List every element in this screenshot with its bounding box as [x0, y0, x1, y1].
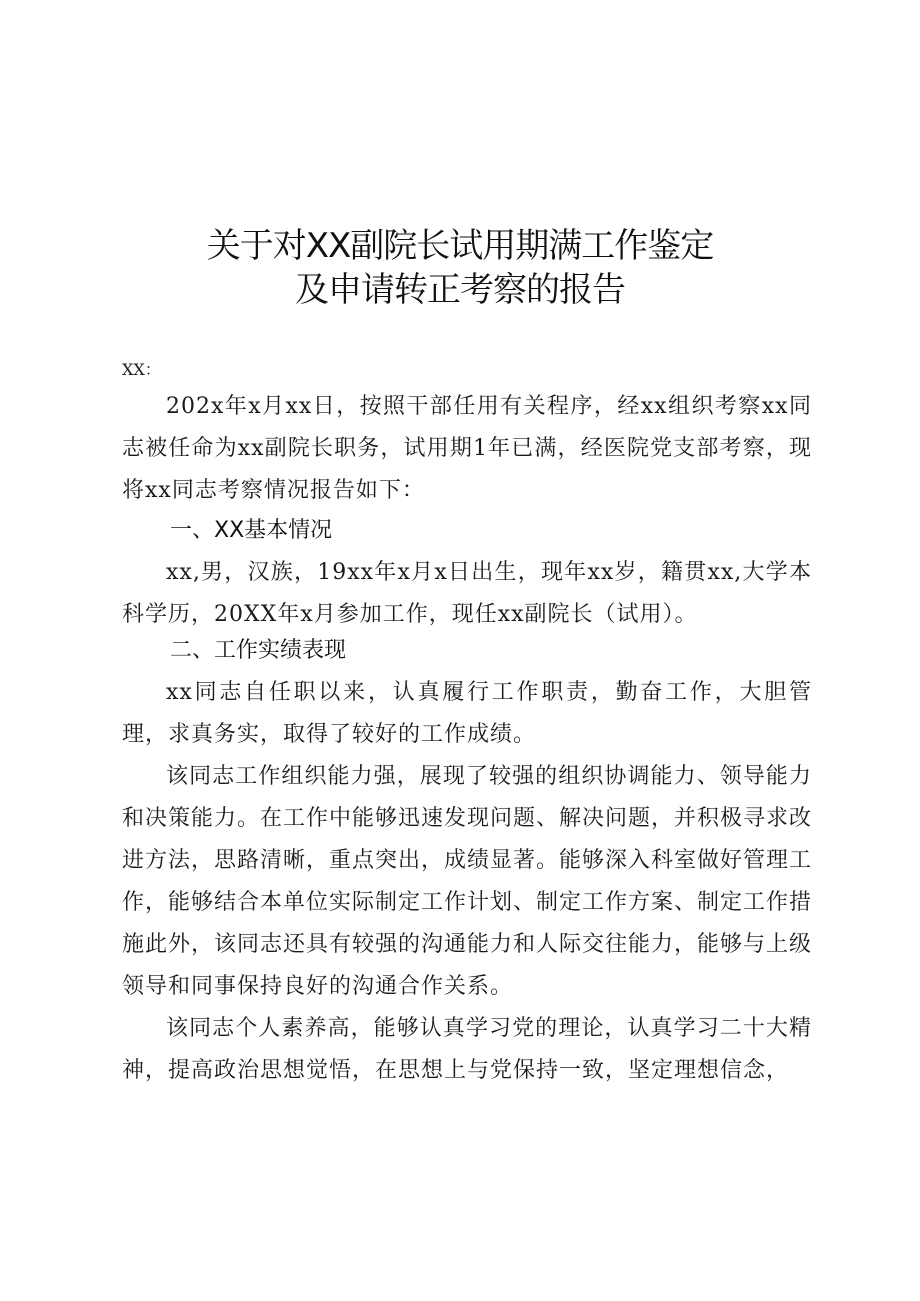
document-title-line-1: 关于对XX副院长试用期满工作鉴定: [206, 226, 714, 266]
section1-heading: 一、XX基本情况: [170, 518, 333, 543]
section2-paragraph1-block: [122, 672, 812, 756]
section2-paragraph-3: 该同志个人素养高，能够认真学习党的理论，认真学习二十大精神，提高政治思想觉悟，在思想上与党保持一致，坚定理想信念，: [122, 1016, 812, 1083]
section2-paragraph-2: 该同志工作组织能力强，展现了较强的组织协调能力、领导能力和决策能力。在工作中能够迅速发现问题、解决问题，并积极寻求改进方法，思路清晰，重点突出，成绩显著。能够深入科室做好管理工作，能够结合本单位实际制定工作计划、制定工作方案、制定工作措施此外，该同志还具有较强的沟通能力和人际交往能力，能够与上级领导和同事保持良好的沟通合作关系。: [122, 764, 813, 999]
section2-heading: 二、工作实绩表现: [170, 638, 347, 663]
salutation: XX：: [122, 360, 161, 379]
section1-paragraph: xx,男，汉族，19xx年x月x日出生，现年xx岁，籍贯xx,大学本科学历，20XX年x月参加工作，现任xx副院长（试用）。: [122, 560, 812, 627]
section2-paragraph3-block: [122, 1008, 812, 1092]
section2-paragraph-1: xx同志自任职以来，认真履行工作职责，勤奋工作，大胆管理，求真务实，取得了较好的工作成绩。: [122, 680, 812, 747]
document-title-line-2: 及申请转正考察的报告: [295, 270, 625, 310]
section2-paragraph2-block: [122, 756, 812, 1008]
intro-paragraph-block: [122, 386, 812, 512]
section1-paragraph-block: [122, 552, 812, 636]
intro-paragraph: 202x年x月xx日，按照干部任用有关程序，经xx组织考察xx同志被任命为xx副院长职务，试用期1年已满，经医院党支部考察，现将xx同志考察情况报告如下：: [122, 394, 812, 503]
